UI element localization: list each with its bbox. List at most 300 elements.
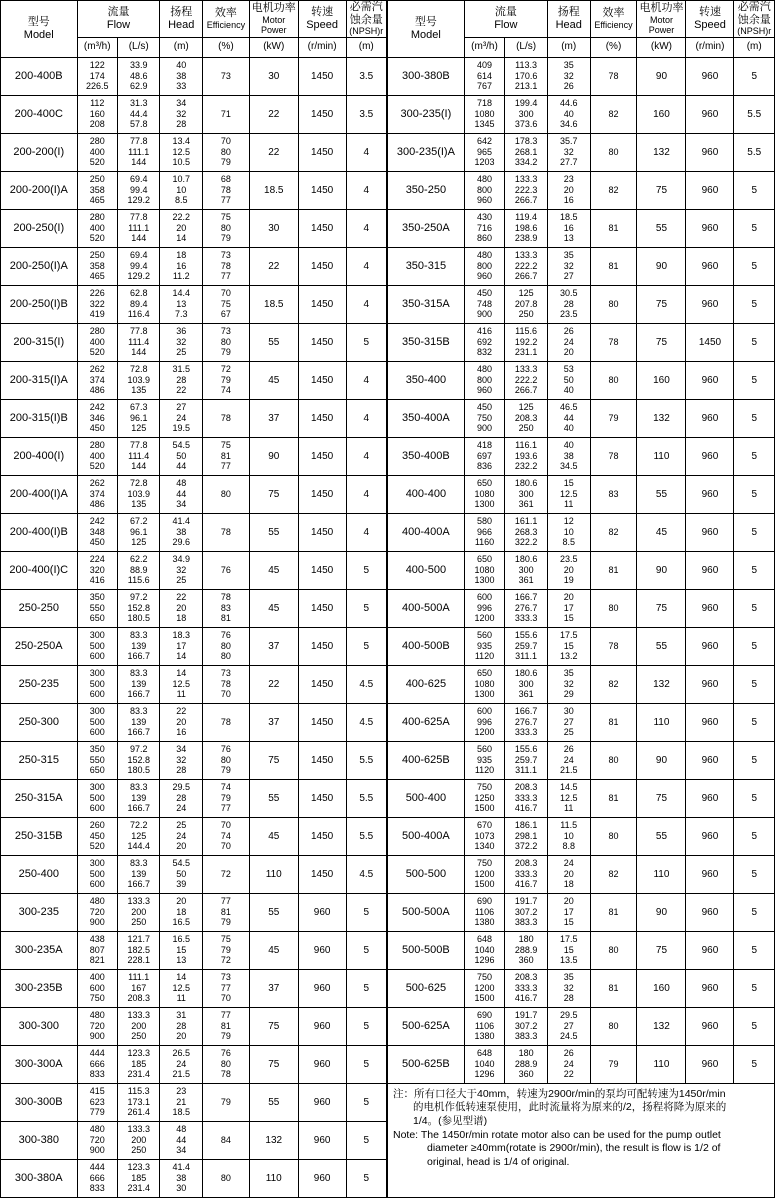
table-row [1, 551, 387, 589]
cell-flow-m3h: 648 1040 1296 [464, 1045, 505, 1083]
cell-efficiency: 76 80 79 [203, 741, 250, 779]
cell-power: 22 [249, 133, 298, 171]
cell-speed: 960 [686, 1007, 734, 1045]
cell-npsh: 5 [346, 1083, 386, 1121]
cell-speed: 960 [686, 779, 734, 817]
cell-flow-m3h: 280 400 520 [77, 323, 117, 361]
cell-model: 500-625A [388, 1007, 465, 1045]
cell-power: 160 [637, 95, 686, 133]
cell-efficiency: 68 78 77 [203, 171, 250, 209]
cell-head: 35 32 27 [547, 247, 590, 285]
col-unit-head: (m) [160, 37, 203, 57]
table-row [1, 741, 387, 779]
cell-flow-ls: 83.3 139 166.7 [117, 855, 160, 893]
col-unit-flow-ls: (L/s) [505, 37, 548, 57]
cell-efficiency: 84 [203, 1121, 250, 1159]
cell-head: 12 10 8.5 [547, 513, 590, 551]
table-row [388, 627, 775, 665]
cell-efficiency: 83 [590, 475, 637, 513]
cell-flow-ls: 83.3 139 166.7 [117, 703, 160, 741]
cell-head: 46.5 44 40 [547, 399, 590, 437]
cell-model: 400-500A [388, 589, 465, 627]
cell-efficiency: 82 [590, 95, 637, 133]
cell-speed: 1450 [298, 513, 346, 551]
cell-flow-m3h: 262 374 486 [77, 475, 117, 513]
table-row [388, 247, 775, 285]
cell-npsh: 5 [346, 627, 386, 665]
cell-power: 75 [637, 931, 686, 969]
cell-flow-ls: 180 288.9 360 [505, 1045, 548, 1083]
cell-flow-ls: 133.3 200 250 [117, 1121, 160, 1159]
table-row [1, 399, 387, 437]
pump-spec-table-left [0, 0, 387, 1198]
cell-model: 400-625A [388, 703, 465, 741]
cell-npsh: 5 [346, 1159, 386, 1197]
cell-efficiency: 75 81 77 [203, 437, 250, 475]
cell-head: 20 17 15 [547, 893, 590, 931]
cell-flow-m3h: 690 1106 1380 [464, 893, 505, 931]
cell-efficiency: 73 80 79 [203, 323, 250, 361]
cell-npsh: 5 [734, 57, 775, 95]
table-body-right [388, 57, 775, 1197]
cell-power: 110 [249, 855, 298, 893]
cell-head: 34.9 32 25 [160, 551, 203, 589]
cell-npsh: 5.5 [734, 133, 775, 171]
table-row [1, 855, 387, 893]
cell-head: 35 32 28 [547, 969, 590, 1007]
cell-flow-ls: 191.7 307.2 383.3 [505, 893, 548, 931]
cell-flow-m3h: 300 500 600 [77, 855, 117, 893]
note-row [388, 1083, 775, 1197]
cell-efficiency: 79 [590, 1045, 637, 1083]
cell-model: 350-400 [388, 361, 465, 399]
cell-efficiency: 82 [590, 855, 637, 893]
cell-flow-m3h: 300 500 600 [77, 627, 117, 665]
cell-flow-ls: 125 208.3 250 [505, 399, 548, 437]
cell-npsh: 3.5 [346, 95, 386, 133]
footnote-cn-line1: 注：所有口径大于40mm，转速为2900r/min的泵均可配转速为1450r/min [393, 1087, 726, 1100]
cell-power: 75 [637, 285, 686, 323]
cell-speed: 960 [686, 513, 734, 551]
cell-head: 31.5 28 22 [160, 361, 203, 399]
table-row [388, 969, 775, 1007]
cell-flow-ls: 121.7 182.5 228.1 [117, 931, 160, 969]
cell-head: 41.4 38 29.6 [160, 513, 203, 551]
cell-flow-ls: 72.8 103.9 135 [117, 361, 160, 399]
cell-flow-m3h: 648 1040 1296 [464, 931, 505, 969]
cell-efficiency: 77 81 79 [203, 1007, 250, 1045]
cell-efficiency: 73 77 70 [203, 969, 250, 1007]
table-header-left [1, 1, 387, 58]
cell-flow-m3h: 650 1080 1300 [464, 665, 505, 703]
cell-flow-ls: 161.1 268.3 322.2 [505, 513, 548, 551]
col-header-flow: 流量 Flow [464, 1, 547, 38]
cell-efficiency: 80 [203, 1159, 250, 1197]
cell-npsh: 4 [346, 247, 386, 285]
cell-flow-m3h: 242 348 450 [77, 513, 117, 551]
table-row [388, 513, 775, 551]
cell-model: 300-380B [388, 57, 465, 95]
cell-flow-ls: 155.6 259.7 311.1 [505, 741, 548, 779]
table-row [1, 133, 387, 171]
table-row [388, 665, 775, 703]
cell-power: 110 [249, 1159, 298, 1197]
cell-npsh: 5 [734, 627, 775, 665]
footnote-cn-line3: 1/4。(参见型谱) [413, 1114, 488, 1127]
cell-flow-m3h: 650 1080 1300 [464, 475, 505, 513]
cell-flow-ls: 33.9 48.6 62.9 [117, 57, 160, 95]
cell-power: 75 [249, 475, 298, 513]
cell-head: 23 21 18.5 [160, 1083, 203, 1121]
cell-flow-m3h: 350 550 650 [77, 589, 117, 627]
cell-flow-ls: 69.4 99.4 129.2 [117, 247, 160, 285]
cell-flow-ls: 77.8 111.4 144 [117, 437, 160, 475]
cell-speed: 960 [686, 627, 734, 665]
cell-head: 26 24 20 [547, 323, 590, 361]
cell-efficiency: 74 79 77 [203, 779, 250, 817]
cell-power: 132 [637, 1007, 686, 1045]
cell-head: 48 44 34 [160, 1121, 203, 1159]
cell-power: 45 [249, 551, 298, 589]
cell-flow-ls: 123.3 185 231.4 [117, 1159, 160, 1197]
cell-flow-ls: 67.2 96.1 125 [117, 513, 160, 551]
cell-speed: 1450 [298, 551, 346, 589]
table-row [1, 817, 387, 855]
cell-npsh: 5.5 [346, 779, 386, 817]
cell-power: 75 [637, 171, 686, 209]
col-header-speed: 转速 Speed [298, 1, 346, 38]
cell-speed: 960 [686, 437, 734, 475]
cell-power: 75 [637, 589, 686, 627]
cell-flow-m3h: 226 322 419 [77, 285, 117, 323]
cell-npsh: 5 [734, 665, 775, 703]
cell-flow-m3h: 262 374 486 [77, 361, 117, 399]
cell-head: 36 32 25 [160, 323, 203, 361]
cell-power: 37 [249, 399, 298, 437]
cell-model: 300-380A [1, 1159, 78, 1197]
cell-npsh: 5 [734, 475, 775, 513]
cell-flow-ls: 208.3 333.3 416.7 [505, 969, 548, 1007]
cell-head: 14.4 13 7.3 [160, 285, 203, 323]
cell-model: 500-500A [388, 893, 465, 931]
cell-power: 132 [637, 665, 686, 703]
cell-npsh: 5 [734, 513, 775, 551]
cell-speed: 1450 [686, 323, 734, 361]
cell-speed: 1450 [298, 741, 346, 779]
footnote-en-line1: Note: The 1450r/min rotate motor also can be used for the pump outlet [393, 1128, 721, 1141]
cell-npsh: 4 [346, 513, 386, 551]
cell-model: 200-400B [1, 57, 78, 95]
cell-npsh: 5 [346, 893, 386, 931]
cell-power: 75 [249, 741, 298, 779]
cell-speed: 1450 [298, 171, 346, 209]
cell-efficiency: 72 [203, 855, 250, 893]
cell-power: 45 [249, 817, 298, 855]
cell-flow-m3h: 430 716 860 [464, 209, 505, 247]
cell-efficiency: 79 [590, 399, 637, 437]
cell-npsh: 4 [346, 285, 386, 323]
col-unit-npsh: (m) [734, 37, 775, 57]
cell-speed: 1450 [298, 133, 346, 171]
table-row [1, 969, 387, 1007]
footnote [388, 1083, 775, 1197]
cell-flow-ls: 178.3 268.1 334.2 [505, 133, 548, 171]
cell-head: 18 16 11.2 [160, 247, 203, 285]
cell-npsh: 5 [346, 589, 386, 627]
col-header-npsh: 必需汽 蚀余量 (NPSH)r [734, 1, 775, 38]
cell-speed: 1450 [298, 779, 346, 817]
cell-efficiency: 81 [590, 703, 637, 741]
cell-flow-ls: 155.6 259.7 311.1 [505, 627, 548, 665]
cell-npsh: 5 [346, 551, 386, 589]
cell-efficiency: 73 [203, 57, 250, 95]
col-header-power: 电机功率 Motor Power [249, 1, 298, 38]
cell-speed: 960 [686, 475, 734, 513]
cell-efficiency: 78 [590, 57, 637, 95]
table-row [1, 361, 387, 399]
cell-speed: 960 [686, 969, 734, 1007]
cell-power: 75 [249, 1007, 298, 1045]
cell-efficiency: 82 [590, 665, 637, 703]
col-header-power: 电机功率 Motor Power [637, 1, 686, 38]
cell-model: 350-400A [388, 399, 465, 437]
cell-flow-m3h: 260 450 520 [77, 817, 117, 855]
cell-model: 350-315B [388, 323, 465, 361]
cell-npsh: 4 [346, 475, 386, 513]
table-row [388, 361, 775, 399]
cell-flow-ls: 113.3 170.6 213.1 [505, 57, 548, 95]
cell-speed: 960 [298, 893, 346, 931]
cell-power: 110 [637, 437, 686, 475]
cell-flow-m3h: 122 174 226.5 [77, 57, 117, 95]
cell-power: 55 [249, 893, 298, 931]
cell-head: 23 20 16 [547, 171, 590, 209]
cell-head: 17.5 15 13.5 [547, 931, 590, 969]
cell-model: 200-250(I)A [1, 247, 78, 285]
cell-model: 350-250A [388, 209, 465, 247]
cell-flow-ls: 62.8 89.4 116.4 [117, 285, 160, 323]
cell-flow-m3h: 580 966 1160 [464, 513, 505, 551]
cell-power: 18.5 [249, 285, 298, 323]
table-row [1, 627, 387, 665]
cell-npsh: 5 [346, 1007, 386, 1045]
cell-power: 37 [249, 969, 298, 1007]
cell-flow-m3h: 480 800 960 [464, 171, 505, 209]
cell-npsh: 5 [734, 361, 775, 399]
cell-speed: 960 [686, 95, 734, 133]
cell-npsh: 5.5 [346, 817, 386, 855]
cell-head: 48 44 34 [160, 475, 203, 513]
cell-head: 35 32 29 [547, 665, 590, 703]
cell-flow-ls: 69.4 99.4 129.2 [117, 171, 160, 209]
cell-model: 300-300B [1, 1083, 78, 1121]
cell-speed: 960 [686, 551, 734, 589]
cell-model: 250-315A [1, 779, 78, 817]
cell-flow-ls: 191.7 307.2 383.3 [505, 1007, 548, 1045]
table-row [388, 893, 775, 931]
cell-speed: 960 [298, 1083, 346, 1121]
cell-power: 90 [637, 57, 686, 95]
cell-model: 350-315 [388, 247, 465, 285]
table-row [388, 57, 775, 95]
cell-model: 200-400C [1, 95, 78, 133]
cell-npsh: 5 [734, 893, 775, 931]
table-row [1, 323, 387, 361]
cell-model: 200-315(I) [1, 323, 78, 361]
cell-flow-m3h: 560 935 1120 [464, 627, 505, 665]
cell-power: 132 [637, 399, 686, 437]
cell-model: 250-235 [1, 665, 78, 703]
cell-model: 300-300A [1, 1045, 78, 1083]
cell-speed: 1450 [298, 817, 346, 855]
cell-npsh: 5.5 [346, 741, 386, 779]
cell-flow-m3h: 280 400 520 [77, 437, 117, 475]
cell-flow-ls: 180.6 300 361 [505, 475, 548, 513]
cell-speed: 960 [686, 931, 734, 969]
cell-efficiency: 82 [590, 171, 637, 209]
cell-flow-ls: 180.6 300 361 [505, 665, 548, 703]
table-body-left [1, 57, 387, 1197]
cell-flow-ls: 166.7 276.7 333.3 [505, 703, 548, 741]
cell-flow-ls: 115.3 173.1 261.4 [117, 1083, 160, 1121]
cell-power: 55 [249, 323, 298, 361]
cell-speed: 960 [686, 361, 734, 399]
cell-flow-m3h: 560 935 1120 [464, 741, 505, 779]
cell-speed: 1450 [298, 285, 346, 323]
cell-head: 14.5 12.5 11 [547, 779, 590, 817]
table-row [1, 1045, 387, 1083]
table-row [388, 741, 775, 779]
table-row [1, 171, 387, 209]
cell-efficiency: 78 83 81 [203, 589, 250, 627]
cell-flow-m3h: 250 358 465 [77, 171, 117, 209]
cell-head: 14 12.5 11 [160, 665, 203, 703]
cell-flow-ls: 180 288.9 360 [505, 931, 548, 969]
cell-npsh: 5 [734, 209, 775, 247]
cell-model: 200-400(I)A [1, 475, 78, 513]
cell-head: 40 38 34.5 [547, 437, 590, 475]
cell-flow-m3h: 480 720 900 [77, 893, 117, 931]
cell-model: 250-300 [1, 703, 78, 741]
cell-efficiency: 80 [590, 133, 637, 171]
cell-flow-m3h: 224 320 416 [77, 551, 117, 589]
cell-efficiency: 80 [590, 817, 637, 855]
cell-efficiency: 76 [203, 551, 250, 589]
col-unit-power: (kW) [249, 37, 298, 57]
cell-power: 90 [637, 247, 686, 285]
cell-efficiency: 78 [590, 627, 637, 665]
cell-flow-ls: 133.3 222.2 266.7 [505, 361, 548, 399]
cell-model: 200-200(I) [1, 133, 78, 171]
table-row [1, 665, 387, 703]
cell-flow-m3h: 444 666 833 [77, 1045, 117, 1083]
col-unit-head: (m) [547, 37, 590, 57]
cell-npsh: 5 [346, 323, 386, 361]
cell-flow-m3h: 480 720 900 [77, 1007, 117, 1045]
cell-flow-m3h: 600 996 1200 [464, 703, 505, 741]
cell-flow-ls: 115.6 192.2 231.1 [505, 323, 548, 361]
cell-model: 300-235 [1, 893, 78, 931]
cell-speed: 1450 [298, 703, 346, 741]
cell-head: 30.5 28 23.5 [547, 285, 590, 323]
cell-npsh: 5 [734, 285, 775, 323]
table-row [388, 589, 775, 627]
cell-speed: 960 [686, 703, 734, 741]
cell-npsh: 4.5 [346, 855, 386, 893]
cell-head: 24 20 18 [547, 855, 590, 893]
cell-head: 26 24 21.5 [547, 741, 590, 779]
cell-efficiency: 80 [590, 285, 637, 323]
cell-flow-m3h: 450 748 900 [464, 285, 505, 323]
cell-flow-ls: 186.1 298.1 372.2 [505, 817, 548, 855]
col-header-npsh: 必需汽 蚀余量 (NPSH)r [346, 1, 386, 38]
cell-flow-ls: 133.3 222.2 266.7 [505, 247, 548, 285]
table-row [1, 437, 387, 475]
cell-flow-m3h: 300 500 600 [77, 779, 117, 817]
table-row [1, 931, 387, 969]
cell-flow-m3h: 480 800 960 [464, 247, 505, 285]
cell-head: 34 32 28 [160, 741, 203, 779]
cell-speed: 1450 [298, 399, 346, 437]
cell-flow-ls: 83.3 139 166.7 [117, 779, 160, 817]
cell-efficiency: 70 80 79 [203, 133, 250, 171]
cell-flow-ls: 83.3 139 166.7 [117, 627, 160, 665]
cell-flow-m3h: 280 400 520 [77, 133, 117, 171]
table-row [388, 285, 775, 323]
table-row [388, 855, 775, 893]
cell-model: 400-400 [388, 475, 465, 513]
cell-efficiency: 70 74 70 [203, 817, 250, 855]
cell-head: 18.5 16 13 [547, 209, 590, 247]
cell-model: 250-400 [1, 855, 78, 893]
col-header-head: 扬程 Head [547, 1, 590, 38]
table-row [1, 1159, 387, 1197]
cell-flow-m3h: 280 400 520 [77, 209, 117, 247]
cell-head: 54.5 50 39 [160, 855, 203, 893]
cell-power: 75 [637, 779, 686, 817]
cell-npsh: 5 [734, 247, 775, 285]
col-unit-efficiency: (%) [203, 37, 250, 57]
cell-flow-m3h: 300 500 600 [77, 665, 117, 703]
cell-model: 350-315A [388, 285, 465, 323]
cell-flow-m3h: 750 1200 1500 [464, 855, 505, 893]
table-row [388, 399, 775, 437]
cell-model: 500-500B [388, 931, 465, 969]
cell-npsh: 4 [346, 171, 386, 209]
cell-flow-ls: 62.2 88.9 115.6 [117, 551, 160, 589]
cell-power: 75 [249, 1045, 298, 1083]
cell-flow-ls: 166.7 276.7 333.3 [505, 589, 548, 627]
cell-efficiency: 78 [203, 399, 250, 437]
cell-efficiency: 80 [590, 931, 637, 969]
col-unit-flow-m3h: (m³/h) [77, 37, 117, 57]
cell-efficiency: 80 [590, 361, 637, 399]
cell-head: 53 50 40 [547, 361, 590, 399]
cell-model: 400-500B [388, 627, 465, 665]
cell-power: 55 [249, 779, 298, 817]
cell-npsh: 5 [734, 399, 775, 437]
cell-npsh: 4 [346, 209, 386, 247]
cell-speed: 960 [298, 969, 346, 1007]
cell-flow-m3h: 642 965 1203 [464, 133, 505, 171]
cell-power: 110 [637, 855, 686, 893]
cell-flow-ls: 119.4 198.6 238.9 [505, 209, 548, 247]
cell-head: 26 24 22 [547, 1045, 590, 1083]
cell-npsh: 5.5 [734, 95, 775, 133]
cell-power: 75 [637, 323, 686, 361]
cell-flow-ls: 125 207.8 250 [505, 285, 548, 323]
cell-head: 35.7 32 27.7 [547, 133, 590, 171]
